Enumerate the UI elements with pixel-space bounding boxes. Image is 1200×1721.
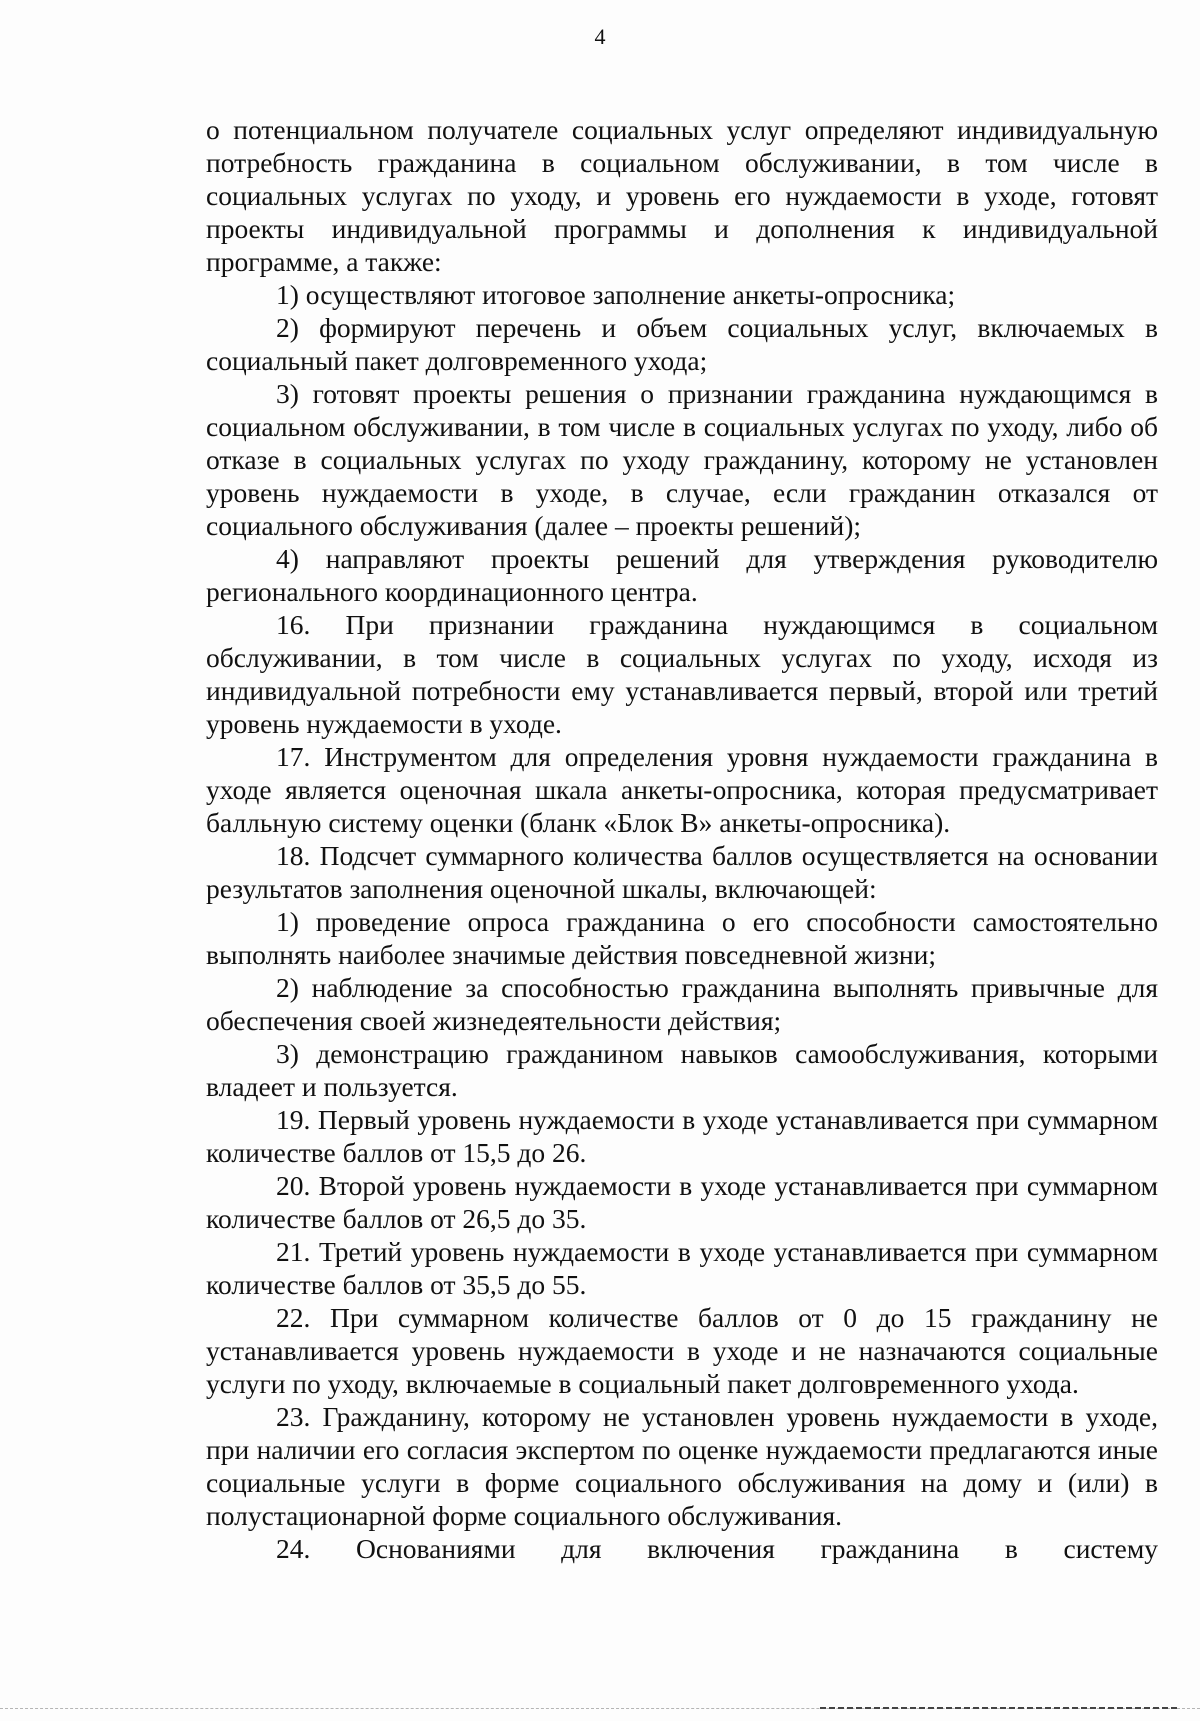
- paragraph-clause-18-item-2: 2) наблюдение за способностью гражданина выполнять привычные для обеспечения своей жизнедеятельности действия;: [206, 972, 1158, 1036]
- paragraph-clause-18-item-1: 1) проведение опроса гражданина о его способности самостоятельно выполнять наиболее значимые действия повседневной жизни;: [206, 906, 1158, 970]
- paragraph-item-3: 3) готовят проекты решения о признании гражданина нуждающимся в социальном обслуживании, в том числе в социальных услугах по уходу, либо об отказе в социальных услугах по уходу гражданину, которому не установлен уровень нуждаемости в уходе, в случае, если гражданин отказался от социального обслуживания (далее – проекты решений);: [206, 378, 1158, 541]
- paragraph-item-1: 1) осуществляют итоговое заполнение анкеты-опросника;: [276, 279, 956, 310]
- paragraph-clause-19: 19. Первый уровень нуждаемости в уходе устанавливается при суммарном количестве баллов от 15,5 до 26.: [206, 1104, 1158, 1168]
- scan-edge-mark: [820, 1707, 1180, 1709]
- paragraph-item-2: 2) формируют перечень и объем социальных услуг, включаемых в социальный пакет долговременного ухода;: [206, 312, 1158, 376]
- page-number: 4: [594, 24, 606, 49]
- paragraph-clause-22: 22. При суммарном количестве баллов от 0 до 15 гражданину не устанавливается уровень нуждаемости в уходе и не назначаются социальные услуги по уходу, включаемые в социальный пакет долговременного ухода.: [206, 1302, 1158, 1399]
- document-body: [206, 113, 1158, 1565]
- paragraph-clause-18: 18. Подсчет суммарного количества баллов осуществляется на основании результатов заполнения оценочной шкалы, включающей:: [206, 840, 1158, 904]
- paragraph-clause-16: 16. При признании гражданина нуждающимся в социальном обслуживании, в том числе в социальных услугах по уходу, исходя из индивидуальной потребности ему устанавливается первый, второй или третий уровень нуждаемости в уходе.: [206, 609, 1158, 739]
- paragraph-clause-21: 21. Третий уровень нуждаемости в уходе устанавливается при суммарном количестве баллов от 35,5 до 55.: [206, 1236, 1158, 1300]
- paragraph-intro-continuation: о потенциальном получателе социальных услуг определяют индивидуальную потребность гражданина в социальном обслуживании, в том числе в социальных услугах по уходу, и уровень его нуждаемости в уходе, готовят проекты индивидуальной программы и дополнения к индивидуальной программе, а также:: [206, 114, 1158, 277]
- paragraph-clause-17: 17. Инструментом для определения уровня нуждаемости гражданина в уходе является оценочная шкала анкеты-опросника, которая предусматривает балльную систему оценки (бланк «Блок В» анкеты-опросника).: [206, 741, 1158, 838]
- paragraph-clause-20: 20. Второй уровень нуждаемости в уходе устанавливается при суммарном количестве баллов от 26,5 до 35.: [206, 1170, 1158, 1234]
- paragraph-clause-24: 24. Основаниями для включения гражданина в систему: [276, 1533, 1158, 1564]
- paragraph-item-4: 4) направляют проекты решений для утверждения руководителю регионального координационного центра.: [206, 543, 1158, 607]
- paragraph-clause-18-item-3: 3) демонстрацию гражданином навыков самообслуживания, которыми владеет и пользуется.: [206, 1038, 1158, 1102]
- paragraph-clause-23: 23. Гражданину, которому не установлен уровень нуждаемости в уходе, при наличии его согласия экспертом по оценке нуждаемости предлагаются иные социальные услуги в форме социального обслуживания на дому и (или) в полустационарной форме социального обслуживания.: [206, 1401, 1158, 1531]
